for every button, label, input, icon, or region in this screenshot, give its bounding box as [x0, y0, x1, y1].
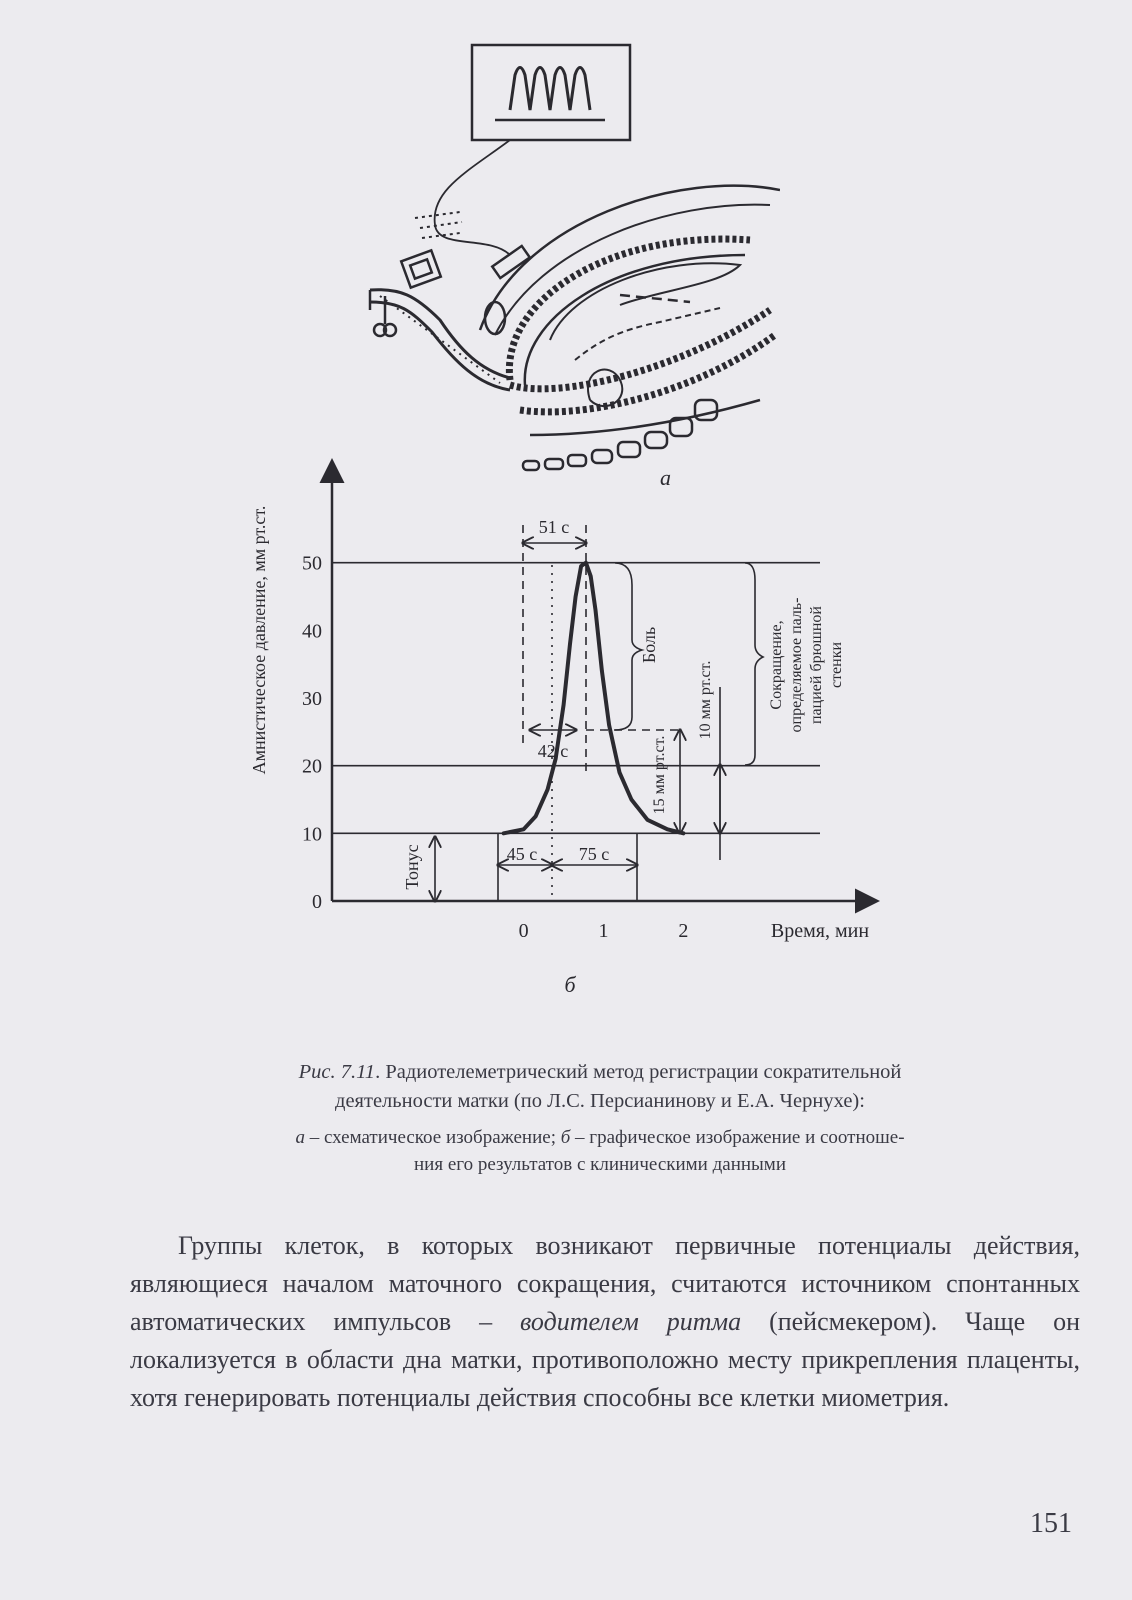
svg-text:определяемое паль-: определяемое паль-	[788, 597, 805, 733]
y-tick-label: 50	[302, 552, 322, 575]
body-text-part-2: (пейсмекером). Чаще он локализуется в области дна матки, противоположно месту прикрепления плаценты, хотя генерировать потенциалы действия способны все клетки миометрия.	[130, 1307, 1080, 1412]
pressure-graph	[230, 455, 910, 1015]
x-tick-label: 0	[518, 920, 529, 942]
svg-text:Сокращение,: Сокращение,	[768, 620, 785, 710]
figure-subcaption	[130, 1124, 1070, 1178]
svg-text:пацией брюшной: пацией брюшной	[808, 606, 825, 724]
caption-line-2: деятельности матки (по Л.С. Персианинову и Е.А. Чернухе):	[335, 1090, 865, 1112]
body-text-italic: водителем ритма	[519, 1307, 742, 1336]
x-tick-label: 2	[678, 920, 689, 942]
figure-caption	[130, 1058, 1070, 1116]
schematic-illustration	[360, 40, 780, 500]
y-tick-label: 20	[302, 755, 322, 778]
svg-text:стенки: стенки	[828, 641, 845, 689]
y-tick-label: 10	[302, 823, 322, 846]
subfigure-a-label: а	[660, 465, 671, 490]
page-number: 151	[1030, 1508, 1072, 1539]
label-10mm: 10 мм рт.ст.	[697, 660, 714, 740]
label-45s: 45 с	[506, 844, 538, 864]
subcaption-b-text: – графическое изображение и соотноше-	[570, 1127, 905, 1148]
label-15mm: 15 мм рт.ст.	[651, 735, 668, 815]
figure-number: Рис. 7.11	[298, 1061, 376, 1083]
subcaption-a-letter: а	[295, 1127, 305, 1148]
label-75s: 75 с	[578, 844, 610, 864]
y-tick-label: 40	[302, 620, 322, 643]
label-51s: 51 с	[538, 517, 570, 537]
y-tick-label: 0	[312, 891, 322, 913]
y-axis-label: Амнистическое давление, мм рт.ст.	[249, 505, 269, 775]
x-tick-label: 1	[598, 920, 609, 942]
subfigure-b-label: б	[564, 972, 576, 997]
subcaption-a-text: – схематическое изображение;	[304, 1127, 561, 1148]
subcaption-line-2: ния его результатов с клиническими данными	[414, 1154, 786, 1175]
label-tonus: Тонус	[402, 844, 422, 890]
label-contraction	[768, 598, 845, 733]
y-tick-label: 30	[302, 688, 322, 710]
label-pain: Боль	[639, 626, 659, 664]
monitor-waveform	[510, 68, 590, 111]
x-axis-label: Время, мин	[770, 920, 870, 942]
subcaption-b-letter: б	[560, 1127, 571, 1148]
body-paragraph	[130, 1227, 1080, 1417]
body-text-part-1: Группы клеток, в которых возникают первичные потенциалы действия, являющиеся началом маточного сокращения, считаются источником спонтанных автоматических импульсов –	[130, 1231, 1080, 1336]
label-42s: 42 с	[537, 741, 569, 761]
caption-line-1: . Радиотелеметрический метод регистрации сократительной	[375, 1061, 902, 1083]
